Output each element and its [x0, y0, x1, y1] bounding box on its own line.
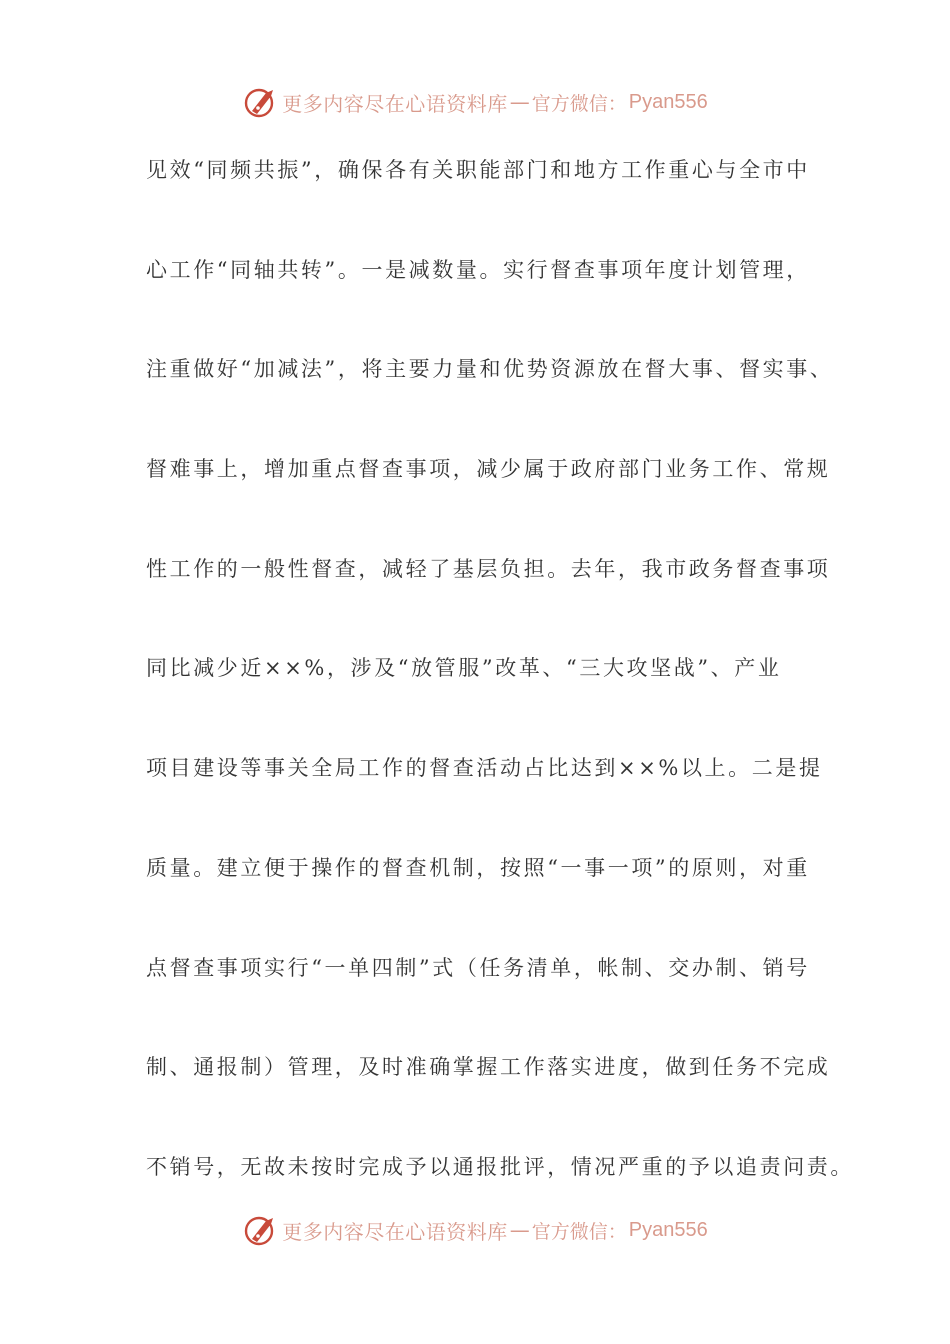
- text-line: 见效“同频共振”，确保各有关职能部门和地方工作重心与全市中: [146, 158, 810, 182]
- text-line: 不销号，无故未按时完成予以通报批评，情况严重的予以追责问责。: [146, 1154, 854, 1179]
- text-line: 心工作“同轴共转”。一是减数量。实行督查事项年度计划管理，: [146, 257, 810, 282]
- header-site-name: 更多内容尽在心语资料库: [282, 91, 508, 116]
- body-paragraph: [146, 148, 854, 1245]
- text-line: 制、通报制）管理，及时准确掌握工作落实进度，做到任务不完成: [146, 1055, 831, 1080]
- text-line: 质量。建立便于操作的督查机制，按照“一事一项”的原则，对重: [146, 855, 810, 880]
- text-line: 督难事上，增加重点督查事项，减少属于政府部门业务工作、常规: [146, 457, 831, 482]
- pen-nib-logo-icon: [242, 1212, 278, 1248]
- text-line: 注重做好“加减法”，将主要力量和优势资源放在督大事、督实事、: [146, 357, 834, 382]
- footer-wechat-id: Pyan556: [628, 1218, 708, 1241]
- text-line: 点督查事项实行“一单四制”式（任务清单，帐制、交办制、销号: [146, 955, 810, 980]
- text-line: 性工作的一般性督查，减轻了基层负担。去年，我市政务督查事项: [146, 556, 831, 581]
- text-line: 项目建设等事关全局工作的督查活动占比达到××%以上。二是提: [146, 756, 823, 781]
- text-line: 同比减少近××%，涉及“放管服”改革、“三大攻坚战”、产业: [146, 656, 782, 681]
- footer-separator: —: [509, 1218, 530, 1242]
- header-wechat-label: 官方微信：: [531, 92, 627, 115]
- footer-wechat-label: 官方微信：: [531, 1220, 627, 1243]
- footer-watermark: [0, 1210, 950, 1250]
- footer-site-name: 更多内容尽在心语资料库: [282, 1219, 508, 1244]
- header-separator: —: [509, 90, 530, 114]
- header-watermark: [0, 82, 950, 122]
- header-wechat-id: Pyan556: [628, 90, 708, 113]
- pen-nib-logo-icon: [242, 84, 278, 120]
